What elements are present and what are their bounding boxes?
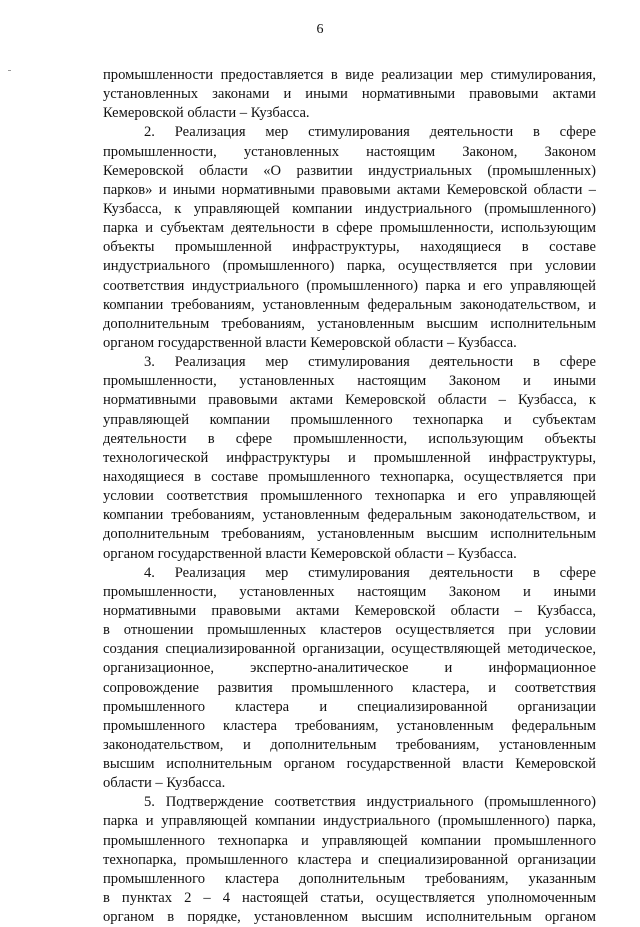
text-line: организационное, экспертно-аналитическое и информационное (103, 660, 596, 677)
text-line: управляющей компании промышленного технопарка и субъектам (103, 411, 596, 428)
text-line: промышленного кластера и специализированной организации (103, 698, 596, 715)
text-line: промышленности, установленных настоящим Законом и иными (103, 373, 596, 390)
text-line: деятельности в сфере промышленности, использующим объекты (103, 430, 596, 447)
text-line: компании требованиям, установленным федеральным законодательством, и (103, 507, 596, 524)
text-line: законодательством, и дополнительным требованиям, установленным (103, 736, 596, 753)
text-line: в отношении промышленных кластеров осуществляется при условии (103, 622, 596, 639)
text-line: технопарка, промышленного кластера и специализированной организации (103, 851, 596, 868)
page-number: 6 (316, 22, 324, 37)
text-line: парков» и иными нормативными правовыми актами Кемеровской области – (103, 181, 596, 198)
text-line: 5. Подтверждение соответствия индустриального (промышленного) (144, 794, 596, 811)
text-line: 4. Реализация мер стимулирования деятельности в сфере (144, 564, 596, 581)
text-line: высшим исполнительным органом государственной власти Кемеровской (103, 756, 596, 773)
text-line: объекты промышленной инфраструктуры, находящиеся в составе (103, 239, 596, 256)
document-body (103, 66, 596, 927)
text-line: промышленности, установленных настоящим Законом и иными (103, 583, 596, 600)
text-line: промышленности, установленных настоящим Законом, Законом (103, 143, 596, 160)
text-line: Кузбасса, к управляющей компании индустриального (промышленного) (103, 200, 596, 217)
text-line: Кемеровской области «О развитии индустриальных (промышленных) (103, 162, 596, 179)
text-line: промышленного кластера требованиям, установленным федеральным (103, 717, 596, 734)
text-line: установленных законами и иными нормативными правовыми актами (103, 86, 596, 103)
text-line: находящиеся в составе промышленного технопарка, осуществляется при (103, 468, 596, 485)
text-line: промышленности предоставляется в виде реализации мер стимулирования, (103, 67, 596, 83)
text-line: компании требованиям, установленным федеральным законодательством, и (103, 296, 596, 313)
text-line: Кемеровской области – Кузбасса. (103, 105, 310, 122)
text-line: дополнительным требованиям, установленным высшим исполнительным (103, 526, 596, 543)
text-line: промышленного кластера дополнительным требованиям, указанным (103, 870, 596, 887)
text-line: индустриального (промышленного) парка, осуществляется при условии (103, 258, 596, 275)
margin-mark (8, 70, 11, 71)
text-line: нормативными правовыми актами Кемеровской области – Кузбасса, (103, 602, 596, 619)
text-line: условии соответствия промышленного технопарка и его управляющей (103, 488, 596, 505)
text-line: технологической инфраструктуры и промышленной инфраструктуры, (103, 449, 596, 466)
text-line: парка и управляющей компании индустриального (промышленного) парка, (103, 813, 596, 830)
text-line: области – Кузбасса. (103, 775, 226, 792)
text-line: в пунктах 2 – 4 настоящей статьи, осуществляется уполномоченным (103, 890, 596, 907)
text-line: парка и субъектам деятельности в сфере промышленности, использующим (103, 220, 596, 237)
text-line: органом в порядке, установленном высшим исполнительным органом (103, 909, 596, 926)
text-line: 3. Реализация мер стимулирования деятельности в сфере (144, 354, 596, 371)
text-line: промышленного технопарка и управляющей компании промышленного (103, 832, 596, 849)
text-line: соответствия индустриального (промышленного) парка и его управляющей (103, 277, 596, 294)
text-line: 2. Реализация мер стимулирования деятельности в сфере (144, 124, 596, 141)
text-line: органом государственной власти Кемеровской области – Кузбасса. (103, 334, 517, 351)
text-line: создания специализированной организации, осуществляющей методическое, (103, 641, 596, 658)
text-line: сопровождение развития промышленного кластера, и соответствия (103, 679, 596, 696)
text-line: нормативными правовыми актами Кемеровской области – Кузбасса, к (103, 392, 596, 409)
text-line: органом государственной власти Кемеровской области – Кузбасса. (103, 545, 517, 562)
text-line: дополнительным требованиям, установленным высшим исполнительным (103, 315, 596, 332)
